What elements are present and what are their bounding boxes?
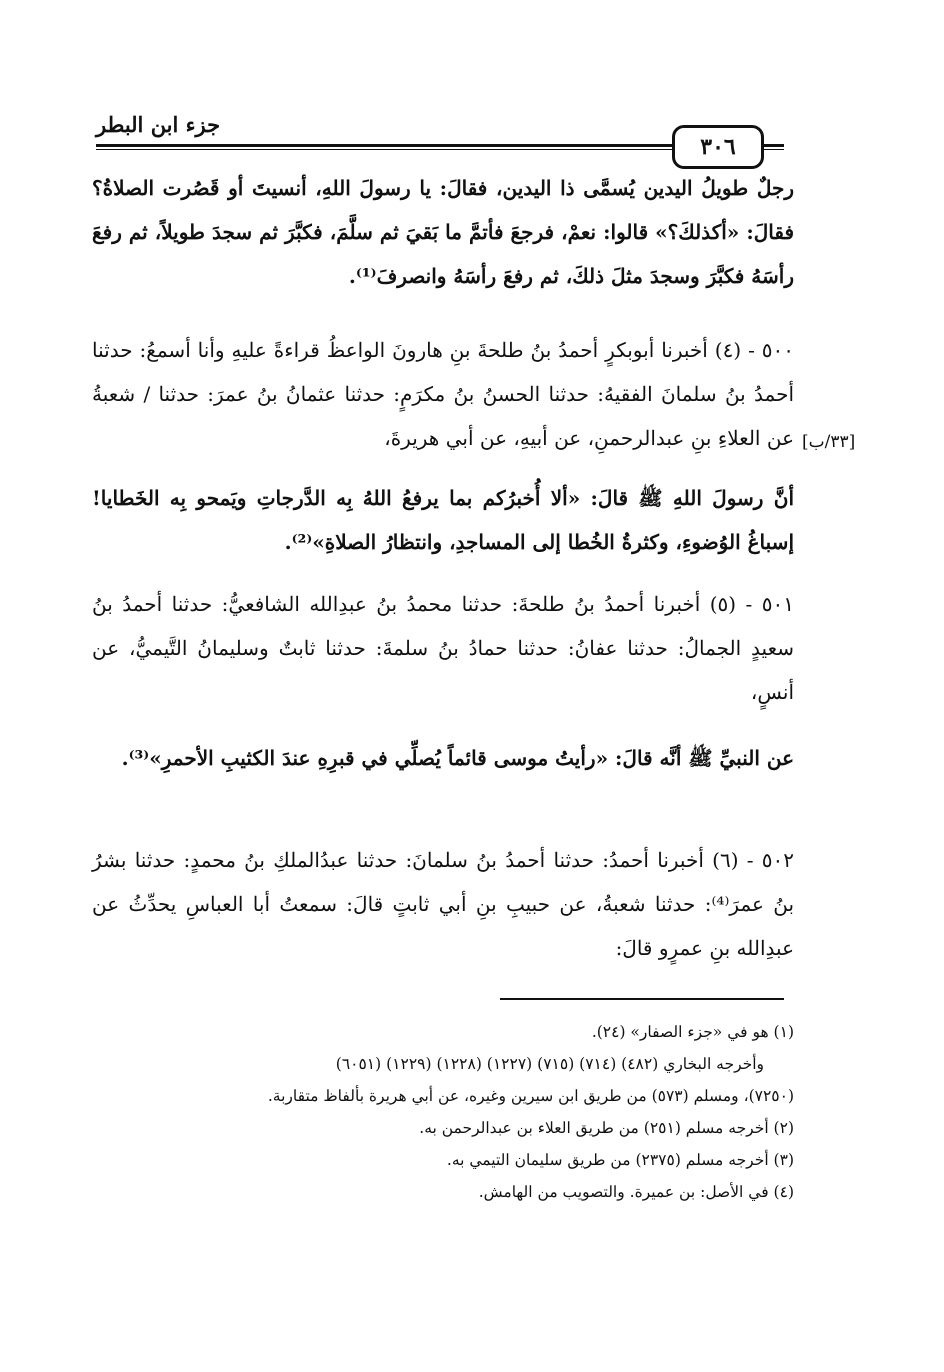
footnote-line: (٤) في الأصل: بن عميرة. والتصويب من الهامش.: [478, 1183, 794, 1201]
footnote-line: (٧٢٥٠)، ومسلم (٥٧٣) من طريق ابن سيرين وغيره، عن أبي هريرة بألفاظ متقاربة.: [267, 1087, 794, 1105]
paragraph-matn-501: عن النبيِّ ﷺ أنَّه قالَ: «رأيتُ موسى قائماً يُصلِّي في قبرِهِ عندَ الكثيبِ الأحمرِ»⁽³⁾.: [121, 746, 794, 770]
paragraph-isnad-501: ٥٠١ - (٥) أخبرنا أحمدُ بنُ طلحةَ: حدثنا محمدُ بنُ عبدِالله الشافعيُّ: حدثنا أحمدُ بنُ سعيدٍ الجمالُ: حدثنا عفانُ: حدثنا حمادُ بنُ سلمةَ: حدثنا ثابتٌ وسليمانُ التَّيميُّ، عن أنسٍ،: [92, 592, 794, 704]
footnote-line: (١) هو في «جزء الصفار» (٢٤).: [591, 1023, 794, 1041]
paragraph-hadith-continuation: رجلٌ طويلُ اليدين يُسمَّى ذا اليدين، فقالَ: يا رسولَ اللهِ، أنسيتَ أو قَصُرت الصلاةُ؟ فقالَ: «أكذلكَ؟» قالوا: نعمْ، فرجعَ فأتمَّ ما بَقيَ ثم سلَّمَ، فكبَّرَ ثم سجدَ طويلاً، ثم رفعَ رأسَهُ فكبَّرَ وسجدَ مثلَ ذلكَ، ثم رفعَ رأسَهُ وانصرفَ⁽¹⁾.: [92, 176, 794, 288]
footnotes: [92, 1016, 794, 1208]
book-title: جزء ابن البطر: [96, 112, 221, 137]
footnote-line: (٢) أخرجه مسلم (٢٥١) من طريق العلاء بن عبدالرحمن به.: [419, 1119, 794, 1137]
paragraph-matn-500: أنَّ رسولَ اللهِ ﷺ قالَ: «ألا أُخبرُكم بما يرفعُ اللهُ بِه الدَّرجاتِ ويَمحو بِه الخَطايا! إسباغُ الوُضوءِ، وكثرةُ الخُطا إلى المساجدِ، وانتظارُ الصلاةِ»⁽²⁾.: [92, 486, 794, 554]
paragraph-isnad-502: ٥٠٢ - (٦) أخبرنا أحمدُ: حدثنا أحمدُ بنُ سلمانَ: حدثنا عبدُالملكِ بنُ محمدٍ: حدثنا بشرُ بنُ عمرَ⁽⁴⁾: حدثنا شعبةُ، عن حبيبِ بنِ أبي ثابتٍ قالَ: سمعتُ أبا العباسِ يحدِّثُ عن عبدِالله بنِ عمرٍو قالَ:: [92, 848, 795, 960]
footnote-separator: [500, 998, 784, 1000]
footnote-line: (٣) أخرجه مسلم (٢٣٧٥) من طريق سليمان التيمي به.: [446, 1151, 794, 1169]
manuscript-folio-note: [٣٣/ب]: [802, 432, 856, 452]
footnote-line: وأخرجه البخاري (٤٨٢) (٧١٤) (٧١٥) (١٢٢٧) (١٢٢٨) (١٢٢٩) (٦٠٥١): [335, 1055, 764, 1073]
paragraph-isnad-500: ٥٠٠ - (٤) أخبرنا أبوبكرٍ أحمدُ بنُ طلحةَ بنِ هارونَ الواعظُ قراءةً عليهِ وأنا أسمعُ: حدثنا أحمدُ بنُ سلمانَ الفقيهُ: حدثنا الحسنُ بنُ مكرَمٍ: حدثنا عثمانُ بنُ عمرَ: حدثنا / شعبةُ عن العلاءِ بنِ عبدالرحمنِ، عن أبيهِ، عن أبي هريرةَ،: [92, 338, 795, 450]
page-number: ٣٠٦: [672, 125, 764, 169]
